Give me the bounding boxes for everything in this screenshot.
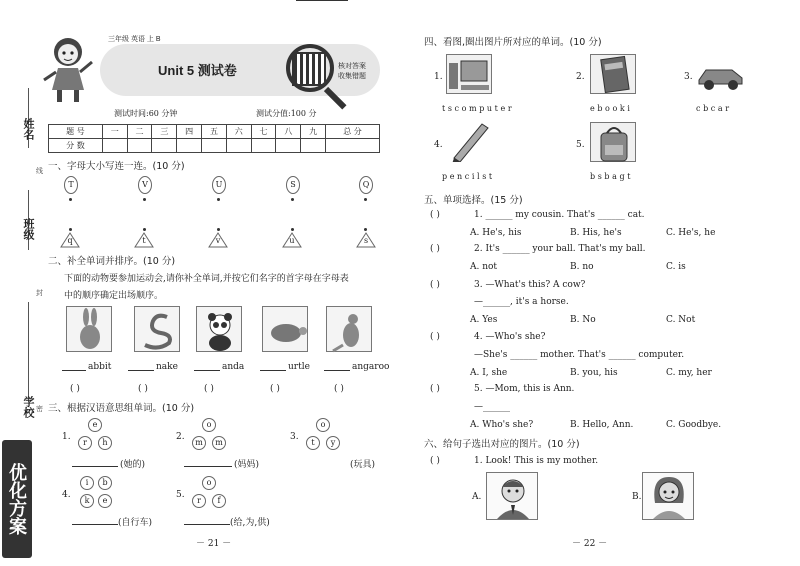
connect-dot[interactable] — [143, 228, 146, 231]
uppercase-letter: U — [212, 176, 226, 194]
table-row: 题 号 一 二 三 四 五 六 七 八 九 总 分 — [49, 125, 380, 139]
question-1: 1. ______ my cousin. That's ______ cat. — [474, 210, 645, 220]
class-label: 班级 — [22, 218, 34, 240]
girl-illustration — [40, 32, 96, 106]
uppercase-letter: S — [286, 176, 300, 194]
option[interactable]: A. I, she — [470, 368, 508, 378]
section2-desc: 中的顺序确定出场顺序。 — [64, 291, 164, 301]
section5-title: 五、单项选择。(15 分) — [424, 195, 523, 206]
meaning: (给,为,供) — [230, 518, 270, 528]
question-5: 5. —Mom, this is Ann. — [474, 384, 575, 394]
letter-flower: f — [212, 494, 226, 508]
letter-flower: k — [80, 494, 94, 508]
answer-paren[interactable]: ( ) — [138, 384, 148, 394]
letter-flower: o — [316, 418, 330, 432]
blank-field[interactable] — [194, 370, 220, 371]
question-4: 4. —Who's she? — [474, 332, 546, 342]
connect-dot[interactable] — [217, 198, 220, 201]
bag-picture — [590, 122, 636, 162]
blank-field[interactable] — [184, 524, 230, 525]
option[interactable]: C. Not — [666, 315, 696, 325]
answer-paren[interactable]: ( ) — [334, 384, 344, 394]
test-score: 测试分值:100 分 — [256, 109, 317, 118]
item-number: 3. — [290, 432, 299, 442]
section2-title: 二、补全单词并排序。(10 分) — [48, 256, 176, 267]
option[interactable]: B. No — [570, 315, 596, 325]
item-number: 4. — [62, 490, 71, 500]
name-label: 姓名 — [22, 118, 34, 140]
table-row: 分 数 — [49, 139, 380, 153]
blank-field[interactable] — [296, 0, 348, 1]
connect-dot[interactable] — [364, 228, 367, 231]
letter-flower: o — [202, 418, 216, 432]
lowercase-letter: u — [282, 232, 302, 248]
option[interactable]: C. Goodbye. — [666, 420, 722, 430]
word-rabbit: abbit — [88, 362, 112, 372]
kangaroo-picture — [326, 306, 372, 352]
item-number: 3. — [684, 72, 693, 82]
item-number: 1. — [434, 72, 443, 82]
connect-dot[interactable] — [291, 228, 294, 231]
question-5-line2: —______ — [474, 402, 510, 412]
question-3: 3. —What's this? A cow? — [474, 280, 586, 290]
page-number: － 21 － — [196, 539, 232, 549]
letter-string[interactable]: cbcar — [696, 104, 732, 113]
panda-picture — [196, 306, 242, 352]
option-label[interactable]: B. — [632, 492, 642, 502]
option[interactable]: B. you, his — [570, 368, 618, 378]
pencil-picture — [446, 122, 492, 162]
school-label: 学校 — [22, 396, 34, 418]
answer-paren[interactable]: ( ) — [430, 210, 440, 220]
item-number: 2. — [176, 432, 185, 442]
item-number: 5. — [576, 140, 585, 150]
item-number: 1. — [62, 432, 71, 442]
connect-dot[interactable] — [143, 198, 146, 201]
connect-dot[interactable] — [69, 198, 72, 201]
meaning: (她的) — [120, 460, 146, 470]
letter-flower: m — [212, 436, 226, 450]
test-time: 测试时间:60 分钟 — [114, 109, 178, 118]
option[interactable]: C. is — [666, 262, 686, 272]
option[interactable]: C. He's, he — [666, 228, 716, 238]
letter-flower: r — [78, 436, 92, 450]
answer-paren[interactable]: ( ) — [204, 384, 214, 394]
option[interactable]: A. Yes — [470, 315, 498, 325]
lowercase-letter: t — [134, 232, 154, 248]
option[interactable]: C. my, her — [666, 368, 712, 378]
page-number: － 22 － — [572, 539, 608, 549]
item-number: 5. — [176, 490, 185, 500]
letter-flower: o — [202, 476, 216, 490]
strip-line — [28, 302, 29, 402]
snake-picture — [134, 306, 180, 352]
brand-logo: 优化方案 — [2, 440, 32, 558]
option-label[interactable]: A. — [472, 492, 482, 502]
blank-field[interactable] — [72, 524, 118, 525]
connect-dot[interactable] — [291, 198, 294, 201]
letter-flower: t — [306, 436, 320, 450]
letter-string[interactable]: ebooki — [590, 104, 633, 113]
letter-flower: m — [192, 436, 206, 450]
car-picture — [696, 54, 742, 94]
page-title: Unit 5 测试卷 — [158, 63, 237, 78]
letter-flower: e — [98, 494, 112, 508]
connect-dot[interactable] — [217, 228, 220, 231]
section6-title: 六、给句子选出对应的图片。(10 分) — [424, 439, 580, 450]
option[interactable]: A. Who's she? — [470, 420, 534, 430]
book-picture — [590, 54, 636, 94]
cut-line-mark: 线 — [36, 168, 43, 175]
grade-line: 三年级 英语 上 B — [108, 36, 161, 43]
seal-mark: 封 — [36, 290, 43, 297]
meaning: (玩具) — [350, 460, 376, 470]
uppercase-letter: V — [138, 176, 152, 194]
question-2: 2. It's ______ your ball. That's my ball. — [474, 244, 646, 254]
answer-paren[interactable]: ( ) — [430, 384, 440, 394]
answer-paren[interactable]: ( ) — [430, 332, 440, 342]
letter-flower: e — [88, 418, 102, 432]
section1-title: 一、字母大小写连一连。(10 分) — [48, 161, 185, 172]
word-snake: nake — [156, 362, 178, 372]
answer-paren[interactable]: ( ) — [430, 456, 440, 466]
man-picture — [486, 472, 538, 520]
woman-picture — [642, 472, 694, 520]
letter-flower: y — [326, 436, 340, 450]
lowercase-letter: q — [60, 232, 80, 248]
blank-field[interactable] — [324, 370, 350, 371]
meaning: (自行车) — [118, 518, 153, 528]
right-page — [400, 0, 800, 566]
connect-dot[interactable] — [364, 198, 367, 201]
blank-field[interactable] — [184, 466, 232, 467]
item-number: 2. — [576, 72, 585, 82]
option[interactable]: B. Hello, Ann. — [570, 420, 634, 430]
word-panda: anda — [222, 362, 245, 372]
answer-paren[interactable]: ( ) — [70, 384, 80, 394]
answer-paren[interactable]: ( ) — [430, 280, 440, 290]
computer-picture — [446, 54, 492, 94]
question-3-line2: —______, it's a horse. — [474, 297, 569, 307]
blank-field[interactable] — [128, 370, 154, 371]
score-table — [48, 124, 380, 153]
letter-flower: h — [98, 436, 112, 450]
item-number: 4. — [434, 140, 443, 150]
letter-string[interactable]: pencilst — [442, 172, 495, 181]
meaning: (妈妈) — [234, 460, 260, 470]
blank-field[interactable] — [62, 370, 86, 371]
uppercase-letter: Q — [359, 176, 373, 194]
magnifier-icon — [286, 44, 334, 92]
letter-flower: b — [98, 476, 112, 490]
answer-paren[interactable]: ( ) — [270, 384, 280, 394]
answer-paren[interactable]: ( ) — [430, 244, 440, 254]
section2-desc: 下面的动物要参加运动会,请你补全单词,并按它们名字的首字母在字母表 — [64, 274, 349, 284]
connect-dot[interactable] — [69, 228, 72, 231]
blank-field[interactable] — [72, 466, 118, 467]
qr-caption: 核对答案 收集错题 — [338, 63, 366, 80]
lowercase-letter: s — [356, 232, 376, 248]
question-4-line2: —She's ______ mother. That's ______ computer. — [474, 350, 685, 360]
section3-title: 三、根据汉语意思组单词。(10 分) — [48, 403, 195, 414]
secret-mark: 密 — [36, 406, 43, 413]
letter-string[interactable]: tscomputer — [442, 104, 515, 113]
word-kangaroo: angaroo — [352, 362, 390, 372]
question-6-1: 1. Look! This is my mother. — [474, 456, 599, 466]
option[interactable]: B. no — [570, 262, 594, 272]
letter-string[interactable]: bsbagt — [590, 172, 634, 181]
lowercase-letter: v — [208, 232, 228, 248]
rabbit-picture — [66, 306, 112, 352]
option[interactable]: A. not — [470, 262, 498, 272]
letter-flower: r — [192, 494, 206, 508]
uppercase-letter: T — [64, 176, 78, 194]
turtle-picture — [262, 306, 308, 352]
word-turtle: urtle — [288, 362, 310, 372]
section4-title: 四、看图,圈出图片所对应的单词。(10 分) — [424, 37, 602, 48]
option[interactable]: B. His, he's — [570, 228, 622, 238]
blank-field[interactable] — [260, 370, 286, 371]
option[interactable]: A. He's, his — [470, 228, 522, 238]
letter-flower: i — [80, 476, 94, 490]
